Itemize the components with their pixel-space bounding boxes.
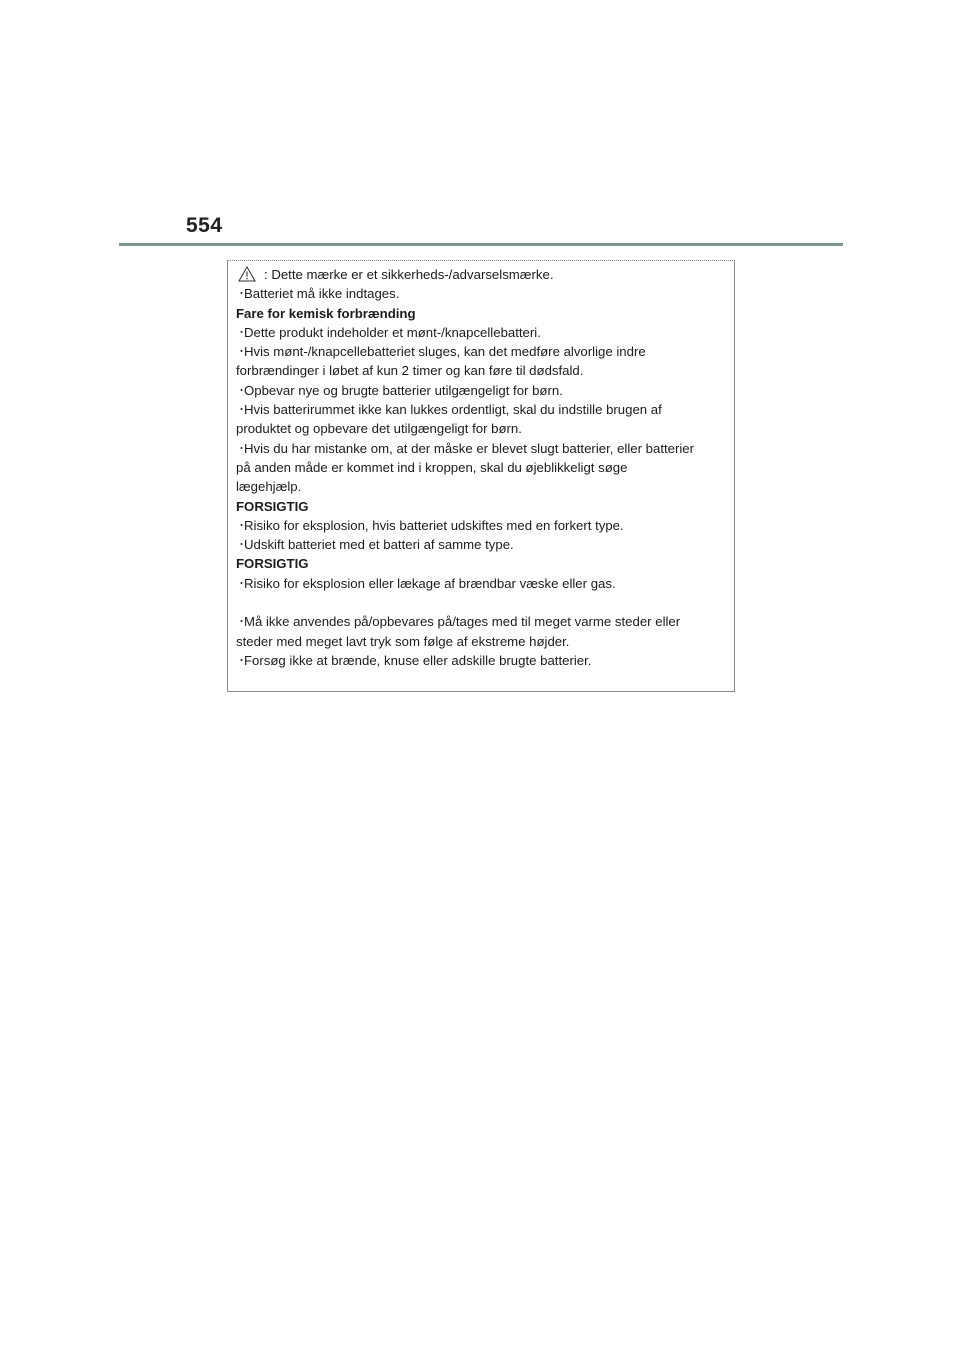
warning-bullet-text: Risiko for eksplosion, hvis batteriet udskiftes med en forkert type. (244, 517, 624, 533)
warning-bullet-item (236, 612, 728, 631)
warning-bullet-item (236, 439, 728, 458)
battery-warning-box (227, 260, 735, 692)
bullet-glyph: ・ (236, 326, 247, 339)
warning-bullet-text: Opbevar nye og brugte batterier utilgængeligt for børn. (244, 382, 563, 398)
warning-bullet-item (236, 516, 728, 535)
warning-bullet-text: Dette produkt indeholder et mønt-/knapcellebatteri. (244, 324, 541, 340)
bullet-glyph: ・ (236, 577, 247, 590)
warning-bullet-item (236, 381, 728, 400)
bullet-glyph: ・ (236, 384, 247, 397)
bullet-glyph: ・ (236, 539, 247, 552)
bullet-glyph: ・ (236, 519, 247, 532)
warning-continuation-line: på anden måde er kommet ind i kroppen, skal du øjeblikkeligt søge (236, 459, 628, 475)
warning-heading: FORSIGTIG (236, 556, 309, 572)
page-number: 554 (186, 214, 223, 237)
warning-bullet-item (236, 284, 728, 303)
warning-continuation-line: produktet og opbevare det utilgængeligt for børn. (236, 421, 522, 437)
warning-continuation-line: steder med meget lavt tryk som følge af ekstreme højder. (236, 633, 570, 649)
warning-bullet-text: Forsøg ikke at brænde, knuse eller adskille brugte batterier. (244, 652, 592, 668)
warning-heading: Fare for kemisk forbrænding (236, 305, 416, 321)
warning-bullet-item (236, 342, 728, 361)
warning-bullet-text: Hvis batterirummet ikke kan lukkes ordentligt, skal du indstille brugen af (244, 402, 662, 418)
warning-heading: FORSIGTIG (236, 498, 309, 514)
warning-bullet-item (236, 574, 728, 593)
warning-bullet-text: Hvis mønt-/knapcellebatteriet sluges, kan det medføre alvorlige indre (244, 344, 646, 360)
warning-bullet-item (236, 400, 728, 419)
header-rule (119, 243, 843, 246)
bullet-glyph: ・ (236, 616, 247, 629)
warning-bullet-text: Udskift batteriet med et batteri af samme type. (244, 537, 514, 553)
warning-bullet-text: Må ikke anvendes på/opbevares på/tages med til meget varme steder eller (244, 614, 681, 630)
warning-continuation-line: forbrændinger i løbet af kun 2 timer og kan føre til dødsfald. (236, 363, 584, 379)
warning-box-content (236, 265, 728, 670)
warning-bullet-item (236, 323, 728, 342)
warning-bullet-item (236, 651, 728, 670)
warning-continuation-line: lægehjælp. (236, 479, 302, 495)
warning-bullet-text: Batteriet må ikke indtages. (244, 286, 400, 302)
warning-bullet-text: Risiko for eksplosion eller lækage af brændbar væske eller gas. (244, 575, 616, 591)
bullet-glyph: ・ (236, 288, 247, 301)
bullet-glyph: ・ (236, 442, 247, 455)
blank-line (236, 593, 728, 612)
warning-bullet-text: Hvis du har mistanke om, at der måske er blevet slugt batterier, eller batterier (244, 440, 695, 456)
warning-bullet-item (236, 535, 728, 554)
bullet-glyph: ・ (236, 654, 247, 667)
warning-intro-line (236, 265, 728, 284)
bullet-glyph: ・ (236, 346, 247, 359)
warning-intro-text: : Dette mærke er et sikkerheds-/advarselsmærke. (264, 267, 554, 282)
warning-triangle-icon (238, 266, 256, 282)
bullet-glyph: ・ (236, 404, 247, 417)
